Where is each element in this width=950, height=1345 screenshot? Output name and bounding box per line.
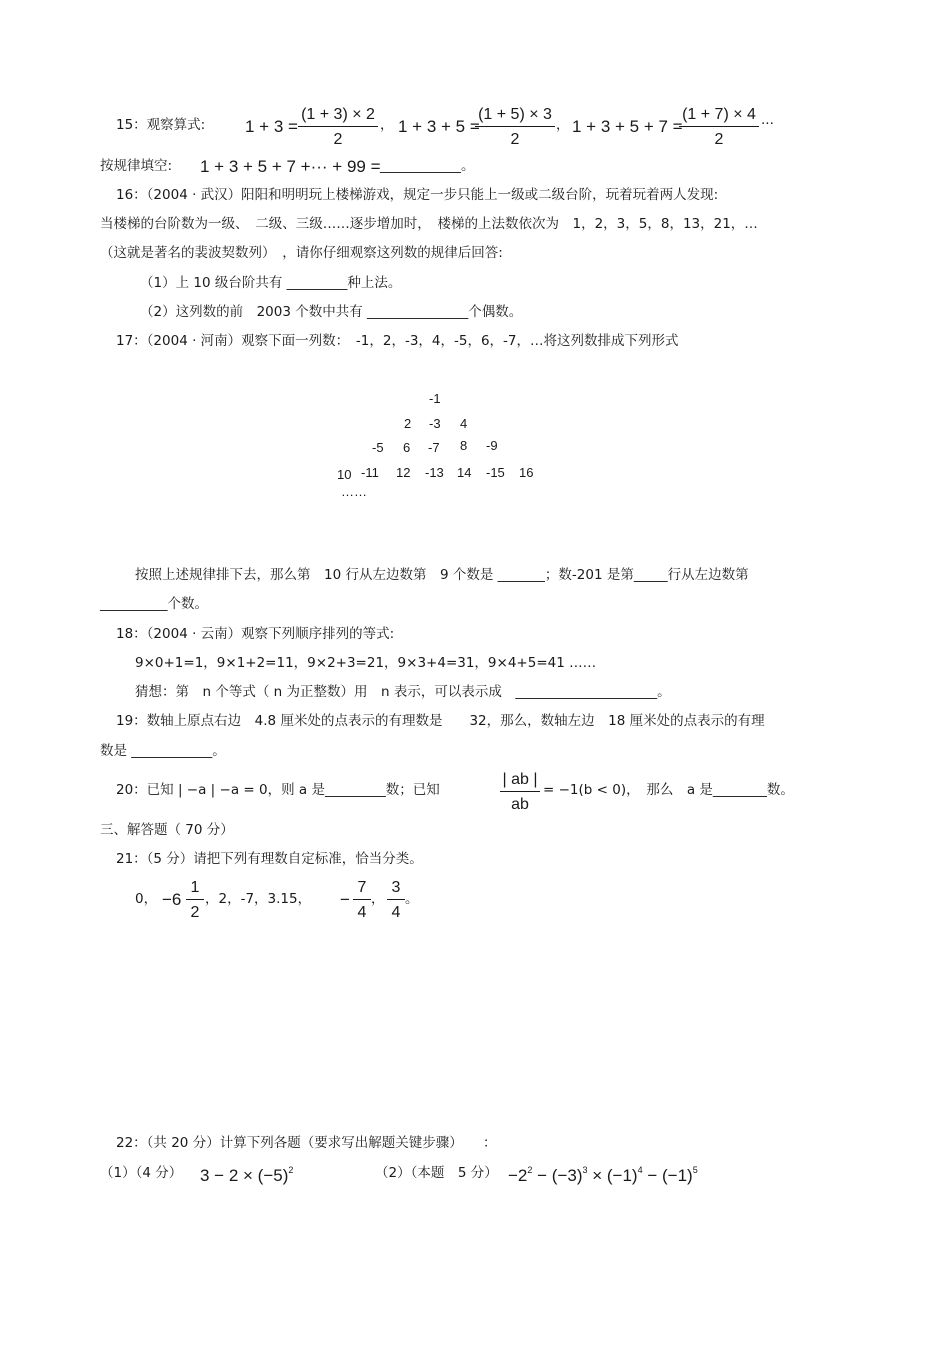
- q20-post: = −1(b < 0)， 那么 a 是________数。: [543, 782, 794, 798]
- q17-question: 按照上述规律排下去，那么第 10 行从左边数第 9 个数是 _______；数-201 是第_____行从左边数第: [135, 567, 749, 583]
- q15-expr1-left: 1 + 3 =: [245, 117, 298, 136]
- q22-p2-c-exp: 4: [637, 1165, 643, 1175]
- q22-p2-b-exp: 3: [582, 1165, 588, 1175]
- q15-frac3-den: 2: [714, 131, 724, 148]
- q21-b-num: 1: [186, 880, 204, 900]
- tri-ellipsis: ……: [341, 484, 367, 499]
- q15-sep2: ，: [556, 117, 570, 133]
- q15-frac1-den: 2: [333, 131, 343, 148]
- q16-line2: 当楼梯的台阶数为一级、 二级、三级……逐步增加时， 楼梯的上法数依次为 1，2，3，5，8，13，21，…: [100, 216, 758, 232]
- q15-frac2-num: (1 + 5) × 3: [475, 107, 555, 127]
- q21-e-den: 4: [391, 904, 401, 921]
- q15-fill-expr: 1 + 3 + 5 + 7 +··· + 99 =: [200, 157, 381, 176]
- tri-cell: 2: [404, 416, 412, 431]
- q15-frac3: [679, 107, 759, 148]
- q21-d-sign: −: [340, 890, 350, 909]
- q15-frac1-num: (1 + 3) × 2: [298, 107, 378, 127]
- q22-p2-b: − (−3): [532, 1166, 583, 1185]
- q22-p1-expr: [200, 1166, 293, 1184]
- q22-p2-label: （2）（本题 5 分）: [375, 1165, 498, 1181]
- q21-end: 。: [405, 891, 419, 907]
- q22-p2-a-exp: 2: [527, 1165, 533, 1175]
- q20-pre: 20：已知 | −a | −a = 0，则 a 是_________数；已知: [116, 782, 440, 798]
- q21-b-frac: [186, 880, 204, 921]
- q22-p1-base: 3 − 2 × (−5): [200, 1166, 289, 1185]
- tri-cell: -13: [425, 465, 444, 480]
- q16-item1: （1）上 10 级台阶共有 _________种上法。: [140, 275, 402, 291]
- q21-b-den: 2: [190, 904, 200, 921]
- q15-expr2-left: 1 + 3 + 5 =: [398, 117, 480, 136]
- q21-line1: 21：（5 分）请把下列有理数自定标准，恰当分类。: [116, 851, 423, 867]
- q21-a: 0，: [135, 891, 158, 907]
- tri-cell: -15: [486, 465, 505, 480]
- q21-e-sep: ，: [371, 891, 385, 907]
- tri-cell: 6: [403, 440, 411, 455]
- q15-fill-blank: ____________。: [380, 158, 475, 174]
- q18-line2: 9×0+1=1，9×1+2=11，9×2+3=21，9×3+4=31，9×4+5=41 ……: [135, 655, 597, 671]
- tri-cell: -3: [429, 416, 441, 431]
- q20-frac: [500, 772, 540, 813]
- tri-cell: 10: [337, 467, 352, 482]
- q15-expr3-left: 1 + 3 + 5 + 7 =: [572, 117, 683, 136]
- q15-sep1: ，: [380, 117, 394, 133]
- q16-line3: （这就是著名的裴波契数列） ，请你仔细观察这列数的规律后回答:: [100, 245, 503, 261]
- q22-p1-exp: 2: [288, 1165, 294, 1175]
- q15-dots: ···: [761, 116, 774, 132]
- q15-frac1: [298, 107, 378, 148]
- tri-cell: -7: [428, 440, 440, 455]
- q16-item2: （2）这列数的前 2003 个数中共有 _______________个偶数。: [140, 304, 523, 320]
- q22-p2-expr: [508, 1166, 698, 1184]
- q19-line2: 数是 ____________。: [100, 743, 226, 759]
- section3-heading: 三、解答题（ 70 分）: [100, 822, 234, 838]
- tri-cell: 4: [460, 416, 468, 431]
- q18-line3: 猜想：第 n 个等式（ n 为正整数）用 n 表示，可以表示成 _____________________。: [135, 684, 671, 700]
- q21-d-den: 4: [357, 904, 367, 921]
- q22-p1-label: （1）（4 分）: [100, 1165, 183, 1181]
- q17-line1: 17：（2004 · 河南）观察下面一列数： -1，2，-3，4，-5，6，-7，…将这列数排成下列形式: [116, 333, 679, 349]
- q20-frac-num: | ab |: [500, 772, 540, 792]
- q21-d-num: 7: [353, 880, 371, 900]
- q20-frac-den: ab: [511, 796, 529, 813]
- q22-p2-d: − (−1): [642, 1166, 693, 1185]
- tri-cell: -11: [361, 465, 379, 480]
- q19-line1: 19：数轴上原点右边 4.8 厘米处的点表示的有理数是 32，那么，数轴左边 18 厘米处的点表示的有理: [116, 713, 765, 729]
- tri-cell: -1: [429, 391, 441, 406]
- q15-fill-label: 按规律填空:: [100, 158, 173, 174]
- q22-p2-c: × (−1): [587, 1166, 638, 1185]
- q15-frac2-den: 2: [510, 131, 520, 148]
- q22-line1: 22：（共 20 分）计算下列各题（要求写出解题关键步骤） ：: [116, 1135, 497, 1151]
- q15-label: 15：观察算式:: [116, 117, 206, 133]
- tri-cell: 12: [396, 465, 411, 480]
- q21-d-frac: [353, 880, 371, 921]
- tri-cell: 14: [457, 465, 472, 480]
- q22-p2-a: −2: [508, 1166, 528, 1185]
- q16-line1: 16：（2004 · 武汉）阳阳和明明玩上楼梯游戏，规定一步只能上一级或二级台阶，玩着玩着两人发现:: [116, 187, 719, 203]
- q21-e-num: 3: [387, 880, 405, 900]
- q21-b-int: −6: [162, 890, 182, 909]
- tri-cell: 16: [519, 465, 534, 480]
- tri-cell: -5: [372, 440, 384, 455]
- q15-frac2: [475, 107, 555, 148]
- q15-frac3-num: (1 + 7) × 4: [679, 107, 759, 127]
- tri-cell: -9: [486, 438, 498, 453]
- tri-cell: 8: [460, 438, 468, 453]
- q17-question2: __________个数。: [100, 596, 208, 612]
- q21-c: ，2，-7，3.15，: [205, 891, 312, 907]
- q18-line1: 18：（2004 · 云南）观察下列顺序排列的等式:: [116, 626, 395, 642]
- q22-p2-d-exp: 5: [692, 1165, 698, 1175]
- q21-e-frac: [387, 880, 405, 921]
